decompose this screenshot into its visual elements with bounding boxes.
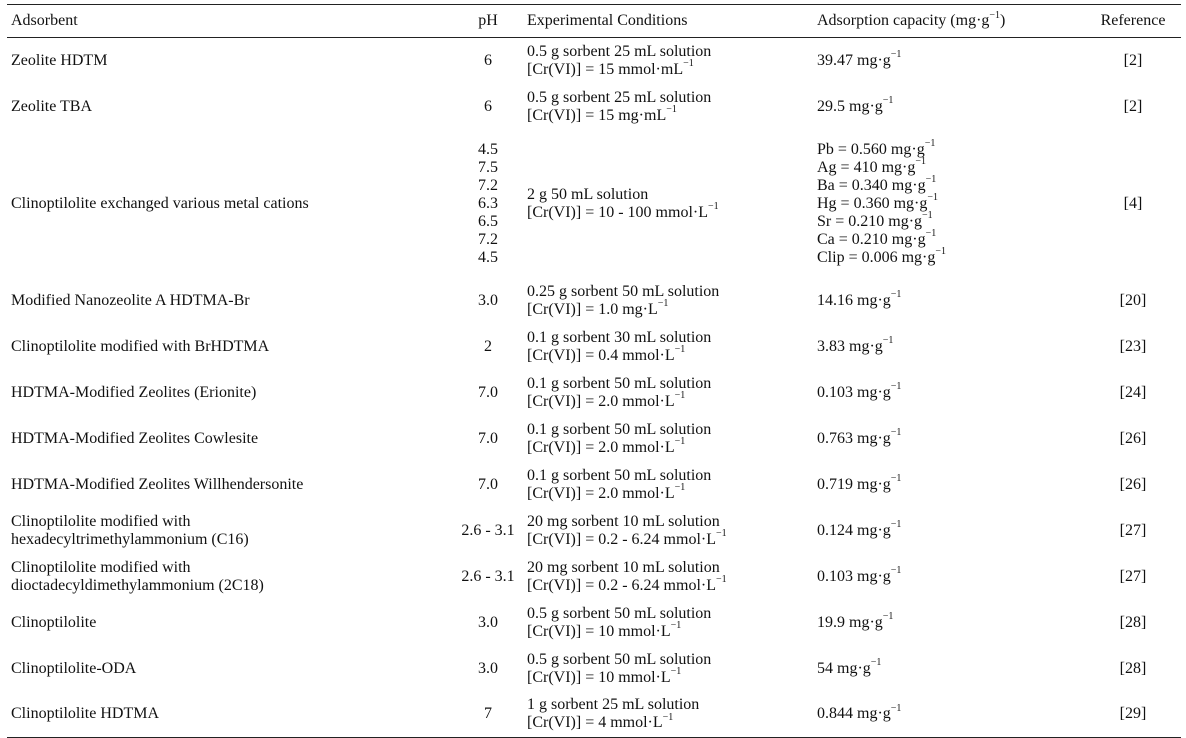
table-row — [7, 462, 1181, 508]
table-row — [7, 600, 1181, 646]
ph-cell: 4.5 7.5 7.2 6.3 6.5 7.2 4.5 — [478, 140, 498, 266]
conditions-cell: 0.1 g sorbent 30 mL solution [Cr(VI)] = 0.4 $mmol\cdot L^{-1}$ — [527, 328, 712, 364]
reference-cell: [28] — [1119, 659, 1147, 677]
reference-cell: [4] — [1123, 194, 1143, 212]
adsorbent-cell: Modified Nanozeolite A HDTMA-Br — [11, 291, 250, 309]
reference-cell: [24] — [1119, 383, 1147, 401]
table-row — [7, 554, 1181, 600]
capacity-cell: 54 $mg\cdot g^{-1}$ — [817, 657, 882, 677]
adsorbent-cell: Zeolite HDTM — [11, 51, 108, 69]
adsorbent-cell: HDTMA-Modified Zeolites (Erionite) — [11, 383, 257, 401]
ph-cell: 3.0 — [478, 659, 498, 677]
reference-cell: [28] — [1119, 613, 1147, 631]
reference-cell: [2] — [1123, 97, 1143, 115]
adsorbent-cell: Clinoptilolite exchanged various metal cations — [11, 194, 309, 212]
adsorbent-cell: Zeolite TBA — [11, 97, 93, 115]
conditions-cell: 0.1 g sorbent 50 mL solution [Cr(VI)] = 2.0 $mmol\cdot L^{-1}$ — [527, 420, 712, 456]
conditions-cell: 0.25 g sorbent 50 mL solution [Cr(VI)] = 1.0 $mg\cdot L^{-1}$ — [527, 282, 720, 318]
reference-cell: [27] — [1119, 567, 1147, 585]
ph-cell: 2.6 - 3.1 — [461, 567, 515, 585]
adsorbent-cell: Clinoptilolite modified with BrHDTMA — [11, 337, 270, 355]
table-row — [7, 84, 1181, 130]
table-row — [7, 324, 1181, 370]
reference-cell: [26] — [1119, 475, 1147, 493]
reference-cell: [20] — [1119, 291, 1147, 309]
reference-cell: [26] — [1119, 429, 1147, 447]
adsorbent-cell: Clinoptilolite — [11, 613, 97, 631]
conditions-cell: 0.5 g sorbent 25 mL solution [Cr(VI)] = 15 $mmol\cdot mL^{-1}$ — [527, 42, 712, 78]
ph-cell: 2 — [484, 337, 492, 355]
capacity-cell: 19.9 $mg\cdot g^{-1}$ — [817, 611, 894, 631]
adsorbent-cell: Clinoptilolite modified with dioctadecyldimethylammonium (2C18) — [11, 558, 264, 594]
header-reference: Reference — [1100, 12, 1166, 29]
ph-cell: 7.0 — [478, 383, 498, 401]
conditions-cell: 20 mg sorbent 10 mL solution [Cr(VI)] = 0.2 - 6.24 $mmol\cdot L^{-1}$ — [527, 512, 727, 548]
capacity-cell: 0.103 $mg\cdot g^{-1}$ — [817, 381, 902, 401]
header-capacity: Adsorption capacity $(mg\cdot g^{-1})$ — [817, 9, 1006, 29]
ph-cell: 2.6 - 3.1 — [461, 521, 515, 539]
reference-cell: [29] — [1119, 705, 1147, 723]
reference-cell: [27] — [1119, 521, 1147, 539]
table-row — [7, 416, 1181, 462]
adsorbent-table — [7, 4, 1181, 738]
reference-cell: [23] — [1119, 337, 1147, 355]
capacity-cell: 0.844 $mg\cdot g^{-1}$ — [817, 702, 902, 723]
header-ph: pH — [478, 12, 498, 29]
ph-cell: 7 — [484, 705, 492, 723]
capacity-cell: 14.16 $mg\cdot g^{-1}$ — [817, 289, 902, 309]
table-row — [7, 508, 1181, 554]
reference-cell: [2] — [1123, 51, 1143, 69]
ph-cell: 7.0 — [478, 475, 498, 493]
header-conditions: Experimental Conditions — [527, 12, 688, 29]
table-header-row — [7, 5, 1181, 38]
table-row — [7, 692, 1181, 738]
capacity-cell: Pb = 0.560 $mg\cdot g^{-1}$ Ag = 410 $mg\cdot g^{-1}$ Ba = 0.340 $mg\cdot g^{-1}$ Hg = 0.360 $mg\cdot g^{-1}$ Sr = 0.210 $mg\cdot g^{-1}$ Ca = 0.210 $mg\cdot g^{-1}$ Clip = 0.006 $mg\cdot g^{-1}$ — [817, 138, 946, 266]
header-adsorbent: Adsorbent — [11, 12, 78, 29]
conditions-cell: 0.5 g sorbent 50 mL solution [Cr(VI)] = 10 $mmol\cdot L^{-1}$ — [527, 650, 712, 686]
adsorbent-cell: Clinoptilolite modified with hexadecyltrimethylammonium (C16) — [11, 512, 249, 548]
capacity-cell: 29.5 $mg\cdot g^{-1}$ — [817, 95, 894, 115]
ph-cell: 3.0 — [478, 613, 498, 631]
capacity-cell: 0.103 $mg\cdot g^{-1}$ — [817, 565, 902, 585]
adsorbent-cell: HDTMA-Modified Zeolites Willhendersonite — [11, 475, 304, 493]
capacity-cell: 39.47 $mg\cdot g^{-1}$ — [817, 49, 902, 69]
conditions-cell: 20 mg sorbent 10 mL solution [Cr(VI)] = 0.2 - 6.24 $mmol\cdot L^{-1}$ — [527, 558, 727, 594]
capacity-cell: 3.83 $mg\cdot g^{-1}$ — [817, 335, 894, 355]
conditions-cell: 0.5 g sorbent 25 mL solution [Cr(VI)] = 15 $mg\cdot mL^{-1}$ — [527, 88, 712, 124]
conditions-cell: 0.5 g sorbent 50 mL solution [Cr(VI)] = 10 $mmol\cdot L^{-1}$ — [527, 604, 712, 640]
table-row — [7, 370, 1181, 416]
conditions-cell: 0.1 g sorbent 50 mL solution [Cr(VI)] = 2.0 $mmol\cdot L^{-1}$ — [527, 374, 712, 410]
ph-cell: 6 — [484, 97, 492, 115]
table-row — [7, 646, 1181, 692]
table-row — [7, 38, 1181, 84]
capacity-cell: 0.763 $mg\cdot g^{-1}$ — [817, 427, 902, 447]
ph-cell: 7.0 — [478, 429, 498, 447]
ph-cell: 3.0 — [478, 291, 498, 309]
table-row — [7, 130, 1181, 278]
capacity-cell: 0.719 $mg\cdot g^{-1}$ — [817, 473, 902, 493]
adsorbent-cell: Clinoptilolite-ODA — [11, 659, 137, 677]
adsorbent-cell: HDTMA-Modified Zeolites Cowlesite — [11, 429, 259, 447]
conditions-cell: 0.1 g sorbent 50 mL solution [Cr(VI)] = 2.0 $mmol\cdot L^{-1}$ — [527, 466, 712, 502]
conditions-cell: 2 g 50 mL solution [Cr(VI)] = 10 - 100 $mmol\cdot L^{-1}$ — [527, 185, 719, 221]
ph-cell: 6 — [484, 51, 492, 69]
conditions-cell: 1 g sorbent 25 mL solution [Cr(VI)] = 4 $mmol\cdot L^{-1}$ — [527, 696, 700, 732]
adsorbent-cell: Clinoptilolite HDTMA — [11, 705, 159, 723]
table-row — [7, 278, 1181, 324]
capacity-cell: 0.124 $mg\cdot g^{-1}$ — [817, 519, 902, 539]
